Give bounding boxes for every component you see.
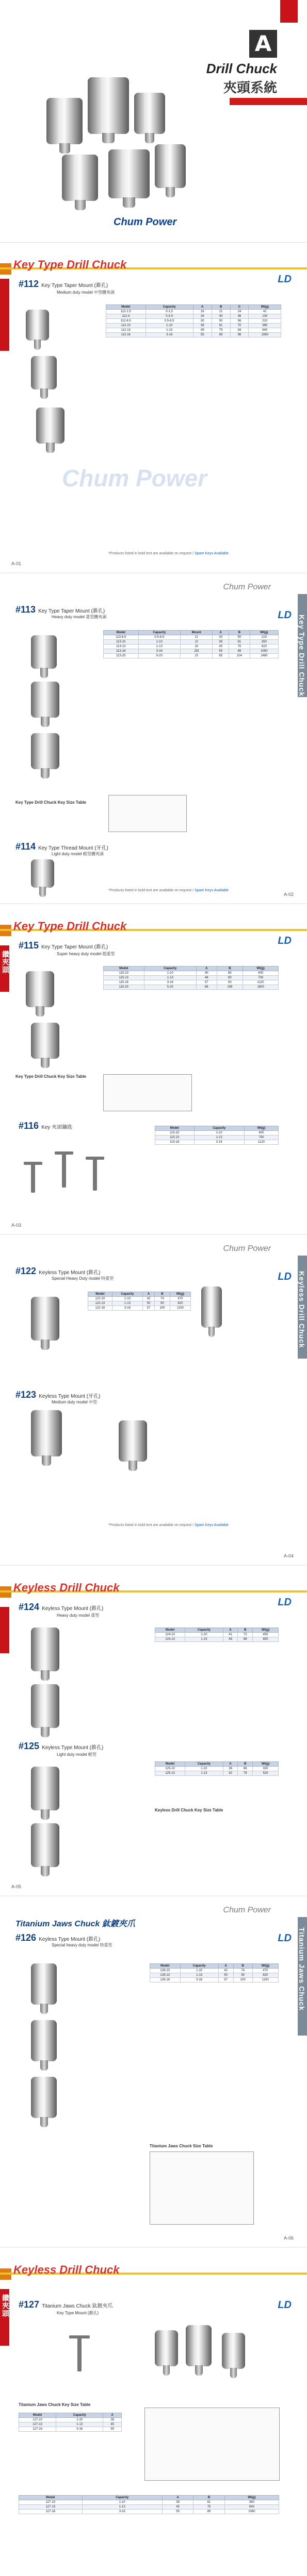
table-row: 126-13 1-13 50 90 820 [150, 1973, 279, 1978]
section-126 [0, 1896, 307, 2248]
spec-table: Model Capacity A B Wt(g) 126-10 1-10 42 74 470 126-13 1-13 50 90 820 126-16 3-16 57 100 1150 [150, 1963, 279, 1982]
table-row: 127-16 3-16 55 89 1060 [19, 2510, 279, 2514]
chuck-image [31, 2077, 57, 2118]
chuck-image [201, 1286, 222, 1328]
cover-accent-bar [230, 98, 307, 105]
section-title: Titanium Jaws Chuck 鈦鍍夾爪 [15, 1920, 135, 1928]
chuck-image [88, 77, 129, 134]
table-row: 113-10 1-10 J2 38 61 350 [104, 640, 279, 645]
table-row: 127-10 1-10 38 [19, 2418, 122, 2422]
dimension-diagram [103, 1074, 192, 1111]
chuck-image [46, 98, 83, 144]
model-code: #123 Keyless Type Mount (牙孔) [15, 1389, 101, 1400]
table-row: 113-16 3-16 J33 55 89 1050 [104, 649, 279, 654]
table-row: 122-13 1-13 50 90 820 [88, 1301, 191, 1306]
page-number: A-05 [11, 1884, 22, 1889]
table-caption: Key Type Drill Chuck Key Size Table [15, 1074, 87, 1079]
footnote: *Products listed in bold text are available on request / Spare Keys Available [108, 1523, 229, 1527]
model-subtitle: Super heavy duty model 超重型 [57, 952, 115, 956]
model-code: #114 Key Type Thread Mount (牙孔) [15, 841, 108, 852]
model-subtitle: Special heavy duty model 特重型 [52, 1943, 112, 1947]
table-header: B [212, 305, 230, 310]
cover-corner-tab [280, 0, 298, 23]
model-code: #127 Titanium Jaws Chuck 鈦鍍夾爪 [19, 2299, 113, 2310]
spec-table: Model Capacity A B Wt(g) 127-10 1-10 38 61 360 127-13 1-13 45 75 640 127-16 3-16 55 89 1060 [19, 2495, 279, 2514]
side-label: Titanium Jaws Chuck [298, 1927, 306, 2011]
chuck-image [36, 408, 64, 444]
model-subtitle: Light duty model 輕型 [57, 1752, 96, 1757]
chuck-image [31, 2020, 57, 2061]
table-row: 115-10 1-10 40 65 400 [104, 971, 279, 976]
model-code: #125 Keyless Type Mount (錐孔) [19, 1741, 104, 1751]
chuck-image [31, 682, 59, 718]
spec-table: Model Capacity Mount A B Wt(g) 113-6.5 0.5-6.5 J1 30 50 210 113-10 1-10 J2 38 61 350 113-13 1-13 J6 45 75 620 113-16 3-16 J33 55 89 1050 113-20 5-20 J3 65 104 1480 [103, 630, 279, 658]
table-caption: Key Type Drill Chuck Key Size Table [15, 800, 87, 805]
chuck-image [31, 1023, 59, 1059]
chuck-image [31, 1963, 57, 2005]
chuck-image [31, 635, 57, 669]
chuck-key-images [62, 2330, 124, 2382]
table-row: 127-10 1-10 38 61 360 [19, 2500, 279, 2505]
table-row: 127-13 1-13 45 75 640 [19, 2505, 279, 2510]
table-caption: Titanium Jaws Chuck Size Table [150, 2144, 213, 2148]
chuck-image [155, 2330, 178, 2366]
table-row: 115-13 1-13 48 80 700 [104, 976, 279, 980]
table-row: 122-16 3-16 57 100 1150 [88, 1306, 191, 1311]
brand-logo: Chum Power [223, 1906, 271, 1914]
ld-logo: LD [278, 1597, 292, 1608]
spare-keys-link[interactable]: Spare Keys Available [194, 1523, 229, 1527]
page-number: A-02 [283, 892, 294, 897]
model-subtitle: Medium duty model 中型鑽夾頭 [57, 290, 115, 295]
chuck-image [26, 971, 54, 1007]
chuck-image [31, 1410, 62, 1456]
ld-logo: LD [278, 2299, 292, 2311]
section-124 [0, 1566, 307, 1896]
page-number: A-03 [11, 1223, 22, 1228]
model-code: #115 Key Type Taper Mount (錐孔) [19, 940, 108, 951]
model-code: #122 Keyless Type Mount (錐孔) [15, 1266, 101, 1276]
model-code: #124 Keyless Type Mount (錐孔) [19, 1602, 104, 1612]
table-header: A [193, 305, 212, 310]
spec-table: Model Capacity A B Wt(g) 124-10 1-10 41 72 450 124-13 1-13 49 88 800 [155, 1628, 279, 1642]
section-127 [0, 2248, 307, 2576]
model-code: #113 Key Type Taper Mount (錐孔) [15, 604, 105, 615]
chuck-image [222, 2333, 245, 2369]
table-row: 126-10 1-10 42 74 470 [150, 1969, 279, 1973]
table-row: 127-16 3-16 55 [19, 2427, 122, 2432]
model-subtitle: Heavy duty model 重型 [57, 1613, 100, 1618]
table-row: 125-13 1-13 42 78 520 [155, 1771, 279, 1776]
model-subtitle: Medium duty model 中型 [52, 1400, 98, 1404]
chuck-image [108, 149, 150, 198]
table-row: 122-10 1-10 42 74 470 [88, 1297, 191, 1301]
table-row: 112-13 1-13 45 75 84 640 [106, 328, 281, 333]
section-title: Key Type Drill Chuck [13, 258, 127, 271]
table-header: Model [106, 305, 146, 310]
table-row: 112-10 1-10 38 61 70 360 [106, 324, 281, 328]
chuck-image [26, 310, 49, 341]
model-code: #116 Key 夾頭鑰匙 [19, 1121, 73, 1131]
chuck-image [31, 1823, 59, 1867]
chuck-image [31, 1297, 59, 1341]
spec-table: Model Capacity A B Wt(g) 125-10 1-10 36 66 330 125-13 1-13 42 78 520 [155, 1761, 279, 1776]
section-title: Keyless Drill Chuck [13, 2263, 120, 2276]
page-number: A-01 [11, 561, 22, 566]
model-code: #112 Key Type Taper Mount (錐孔) [19, 279, 108, 289]
table-row: 125-10 1-10 36 66 330 [155, 1767, 279, 1771]
table-row: 115-13 1-13 700 [155, 1136, 279, 1140]
dimension-diagram [108, 795, 187, 832]
brand-logo: Chum Power [223, 583, 271, 591]
chuck-image [31, 356, 57, 389]
chuck-image [119, 1420, 147, 1462]
table-header: Capacity [146, 305, 193, 310]
table-row: 113-13 1-13 J6 45 75 620 [104, 645, 279, 649]
table-header: C [230, 305, 249, 310]
table-caption: Keyless Drill Chuck Key Size Table [155, 1808, 223, 1812]
table-row: 115-20 5-20 66 108 1600 [104, 985, 279, 990]
table-row: 113-20 5-20 J3 65 104 1480 [104, 654, 279, 658]
spec-table: Model Capacity Wt(g) 115-10 1-10 400 115-13 1-13 700 115-16 3-16 1120 [155, 1126, 279, 1145]
spare-keys-link[interactable]: Spare Keys Available [194, 552, 229, 555]
section-113 [0, 573, 307, 904]
spec-table: Model Capacity A B Wt(g) 115-10 1-10 40 65 400 115-13 1-13 48 80 700 115-16 3-16 57 93 1120 115-20 5-20 66 108 1600 [103, 966, 279, 990]
section-title: Keyless Drill Chuck [13, 1581, 120, 1594]
side-label: 鑽夾頭 [2, 2294, 10, 2317]
chuck-image [31, 1628, 59, 1671]
table-row: 115-16 3-16 57 93 1120 [104, 980, 279, 985]
cover-brand-logo: Chum Power [114, 216, 177, 228]
cover-letter: A [249, 30, 277, 58]
model-subtitle: Special Heavy Duty model 特重型 [52, 1276, 114, 1281]
chuck-image [62, 155, 98, 201]
cover-section [0, 0, 307, 243]
table-row: 115-10 1-10 400 [155, 1131, 279, 1136]
table-row: 112-1.5 0-1.5 16 21 24 42 [106, 310, 281, 314]
table-row: 115-16 3-16 1120 [155, 1140, 279, 1145]
chuck-image [134, 93, 165, 134]
ld-logo: LD [278, 935, 292, 946]
section-112 [0, 243, 307, 573]
spare-keys-link[interactable]: Spare Keys Available [194, 889, 229, 892]
table-body [106, 310, 281, 337]
model-code: #126 Keyless Type Mount (錐孔) [15, 1933, 101, 1943]
side-tab [0, 279, 9, 351]
model-subtitle: Light duty model 輕型鑽夾頭 [52, 852, 104, 856]
chuck-image [155, 144, 186, 188]
table-header: Wt(g) [249, 305, 281, 310]
side-label: Keyless Drill Chuck [298, 1271, 306, 1348]
chuck-image [31, 1684, 59, 1728]
section-122 [0, 1235, 307, 1566]
cover-title-zh: 夾頭系統 [223, 80, 277, 95]
ld-logo: LD [278, 609, 292, 621]
section-115 [0, 904, 307, 1235]
page-number: A-06 [283, 2235, 294, 2241]
ld-logo: LD [278, 1271, 292, 1282]
brand-logo: Chum Power [223, 1244, 271, 1253]
dimension-diagram [144, 2408, 280, 2481]
ld-logo: LD [278, 1933, 292, 1944]
side-tab [0, 1607, 9, 1653]
spec-table: Model Capacity A B Wt(g) 122-10 1-10 42 74 470 122-13 1-13 50 90 820 122-16 3-16 57 100 1150 [88, 1292, 191, 1311]
table-row: 124-10 1-10 41 72 450 [155, 1633, 279, 1637]
chuck-key-images [31, 1141, 134, 1213]
dimension-diagram [150, 2151, 254, 2225]
spec-table: Model Capacity A 127-10 1-10 38 127-13 1-13 45 127-16 3-16 55 [19, 2413, 122, 2432]
table-row: 113-6.5 0.5-6.5 J1 30 50 210 [104, 635, 279, 640]
footnote: *Products listed in bold text are available on request / Spare Keys Available [108, 552, 229, 555]
spec-table [106, 304, 281, 337]
side-label: Key Type Drill Chuck [298, 615, 306, 697]
chuck-image [31, 733, 59, 769]
model-subtitle: Heavy duty model 重型鑽夾頭 [52, 615, 107, 619]
chuck-image [31, 859, 54, 888]
chuck-image [31, 1767, 59, 1810]
table-row: 126-16 3-16 57 100 1150 [150, 1978, 279, 1982]
section-title: Key Type Drill Chuck [13, 920, 127, 933]
table-caption: Titanium Jaws Chuck Key Size Table [19, 2402, 91, 2407]
page-number: A-04 [283, 1553, 294, 1558]
chuck-image [186, 2325, 212, 2366]
table-row: 124-13 1-13 49 88 800 [155, 1637, 279, 1642]
table-row: 112-6.5 0.5-6.5 30 50 56 210 [106, 319, 281, 324]
table-row: 112-16 3-16 55 89 98 1060 [106, 333, 281, 337]
cover-title: Drill Chuck [206, 61, 277, 76]
model-subtitle: Key Type Mount (錐孔) [57, 2311, 99, 2315]
side-label: 鑽夾頭 [2, 951, 10, 974]
ld-logo: LD [278, 274, 292, 285]
table-row: 112-4 0.3-4 26 40 46 130 [106, 314, 281, 319]
brand-watermark: Chum Power [62, 465, 207, 492]
table-row: 127-13 1-13 45 [19, 2422, 122, 2427]
footnote: *Products listed in bold text are available on request / Spare Keys Available [108, 889, 229, 892]
